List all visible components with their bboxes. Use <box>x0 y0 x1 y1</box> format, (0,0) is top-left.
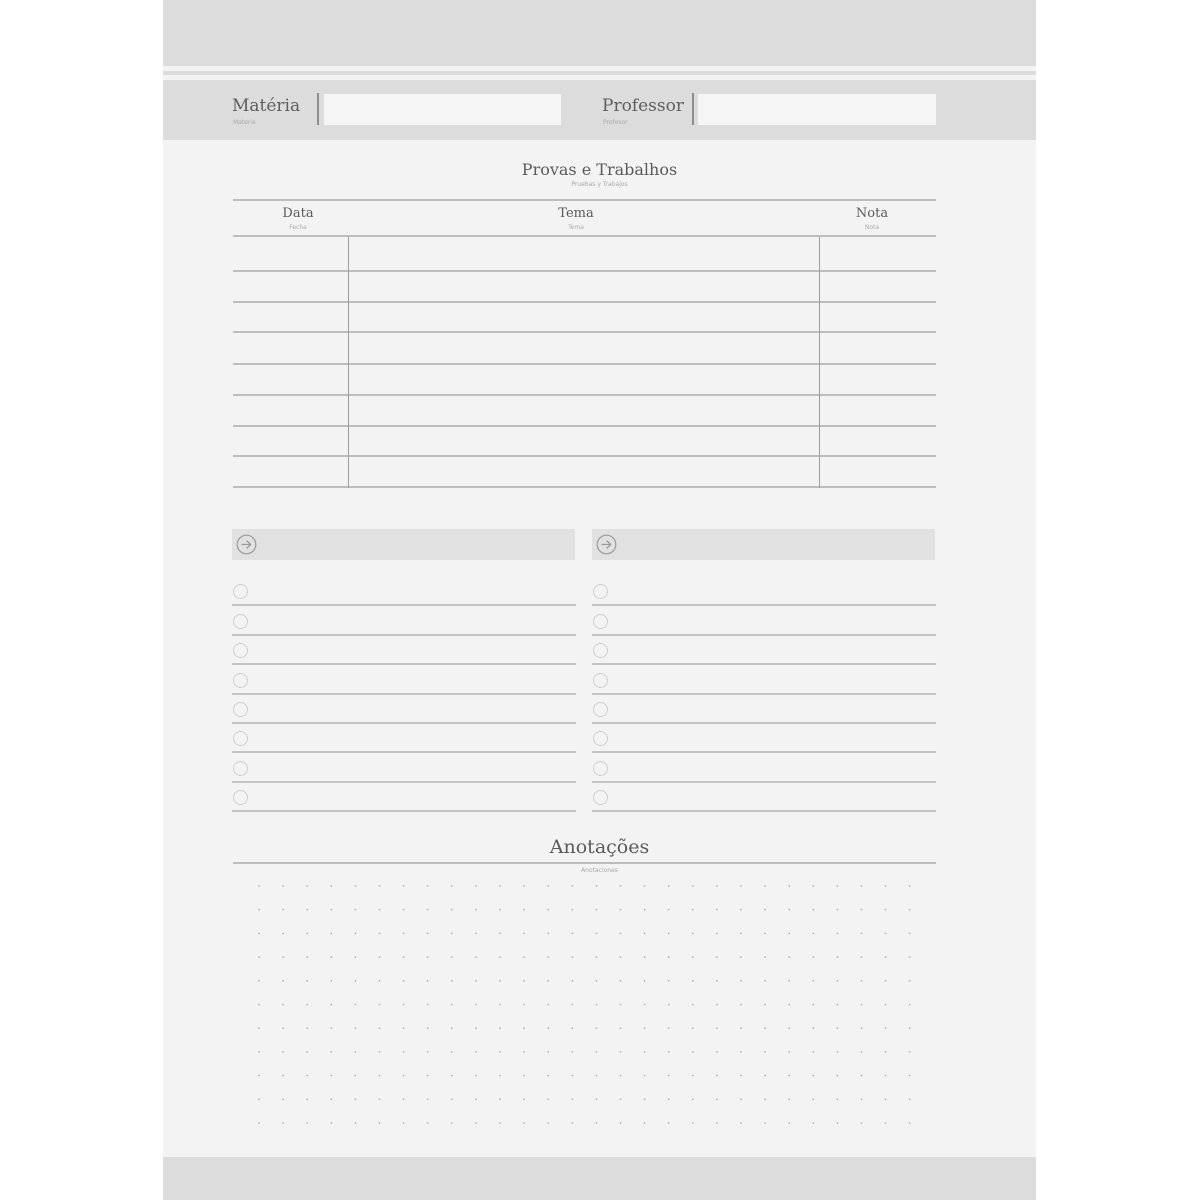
table-cell-data[interactable] <box>233 365 348 394</box>
bottom-band <box>163 1157 1036 1200</box>
table-cell-tema[interactable] <box>349 427 819 455</box>
table-column-divider <box>348 237 349 488</box>
todo-item[interactable] <box>232 694 576 724</box>
table-cell-tema[interactable] <box>349 457 819 486</box>
checkbox-circle[interactable] <box>233 761 248 776</box>
table-subheader-tema: Tema <box>568 224 584 231</box>
todo-item[interactable] <box>592 635 936 665</box>
checkbox-circle[interactable] <box>593 584 608 599</box>
checkbox-circle[interactable] <box>233 702 248 717</box>
table-cell-tema[interactable] <box>349 237 819 270</box>
checkbox-circle[interactable] <box>233 731 248 746</box>
table-cell-tema[interactable] <box>349 396 819 425</box>
table-cell-tema[interactable] <box>349 365 819 394</box>
table-cell-nota[interactable] <box>820 396 936 425</box>
checkbox-circle[interactable] <box>593 702 608 717</box>
table-cell-tema[interactable] <box>349 333 819 363</box>
table-header-nota: Nota <box>855 206 889 221</box>
checkbox-circle[interactable] <box>593 731 608 746</box>
table-cell-nota[interactable] <box>820 272 936 301</box>
checkbox-circle[interactable] <box>593 673 608 688</box>
professor-label: Professor <box>602 96 684 116</box>
table-cell-data[interactable] <box>233 457 348 486</box>
table-cell-nota[interactable] <box>820 365 936 394</box>
table-cell-data[interactable] <box>233 427 348 455</box>
checkbox-circle[interactable] <box>233 614 248 629</box>
table-cell-data[interactable] <box>233 303 348 331</box>
professor-divider <box>692 93 694 125</box>
checkbox-circle[interactable] <box>593 643 608 658</box>
notes-rule <box>233 862 936 864</box>
checkbox-circle[interactable] <box>593 614 608 629</box>
notes-dot-grid[interactable] <box>253 882 912 1129</box>
table-cell-data[interactable] <box>233 237 348 270</box>
table-cell-data[interactable] <box>233 333 348 363</box>
todo-item[interactable] <box>592 723 936 753</box>
checkbox-circle[interactable] <box>593 790 608 805</box>
todo-item[interactable] <box>232 635 576 665</box>
table-header-tema: Tema <box>558 206 594 221</box>
table-cell-data[interactable] <box>233 272 348 301</box>
table-cell-tema[interactable] <box>349 272 819 301</box>
table-cell-nota[interactable] <box>820 333 936 363</box>
todo-item[interactable] <box>592 753 936 783</box>
todo-item[interactable] <box>232 723 576 753</box>
provas-title: Provas e Trabalhos <box>521 160 678 179</box>
arrow-right-circle-icon <box>236 534 257 555</box>
materia-input[interactable] <box>324 94 561 125</box>
todo-item[interactable] <box>232 753 576 783</box>
provas-subtitle: Pruebas y Trabajos <box>571 181 628 188</box>
notes-subtitle: Anotaciones <box>581 867 618 874</box>
todo-item[interactable] <box>592 576 936 606</box>
arrow-right-circle-icon <box>596 534 617 555</box>
professor-sub-label: Profesor <box>603 119 628 126</box>
todo-item-rule <box>232 810 576 812</box>
table-top-rule <box>233 199 936 201</box>
materia-sub-label: Materia <box>233 119 256 126</box>
table-header-data: Data <box>282 206 314 221</box>
table-cell-nota[interactable] <box>820 457 936 486</box>
professor-input[interactable] <box>698 94 936 125</box>
todo-item[interactable] <box>592 606 936 636</box>
notes-title: Anotações <box>549 836 650 858</box>
table-column-divider <box>819 237 820 488</box>
table-cell-nota[interactable] <box>820 427 936 455</box>
todo-item[interactable] <box>232 606 576 636</box>
checkbox-circle[interactable] <box>233 643 248 658</box>
materia-label: Matéria <box>232 96 301 116</box>
table-row-rule <box>233 486 936 488</box>
checkbox-circle[interactable] <box>233 584 248 599</box>
materia-divider <box>317 93 319 125</box>
todo-item[interactable] <box>232 665 576 695</box>
checkbox-circle[interactable] <box>233 790 248 805</box>
checkbox-circle[interactable] <box>593 761 608 776</box>
todo-item[interactable] <box>232 782 576 812</box>
todo-item[interactable] <box>232 576 576 606</box>
top-band <box>163 0 1036 66</box>
table-cell-nota[interactable] <box>820 303 936 331</box>
table-cell-data[interactable] <box>233 396 348 425</box>
planner-page <box>163 0 1036 1200</box>
todo-item-rule <box>592 810 936 812</box>
table-cell-nota[interactable] <box>820 237 936 270</box>
todo-list-header-1[interactable] <box>232 529 575 560</box>
table-cell-tema[interactable] <box>349 303 819 331</box>
table-subheader-data: Fecha <box>289 224 307 231</box>
top-band-stripe <box>163 71 1036 75</box>
todo-list-header-2[interactable] <box>592 529 935 560</box>
checkbox-circle[interactable] <box>233 673 248 688</box>
header-band <box>163 80 1036 140</box>
table-subheader-nota: Nota <box>864 224 880 231</box>
todo-item[interactable] <box>592 782 936 812</box>
todo-item[interactable] <box>592 694 936 724</box>
todo-item[interactable] <box>592 665 936 695</box>
